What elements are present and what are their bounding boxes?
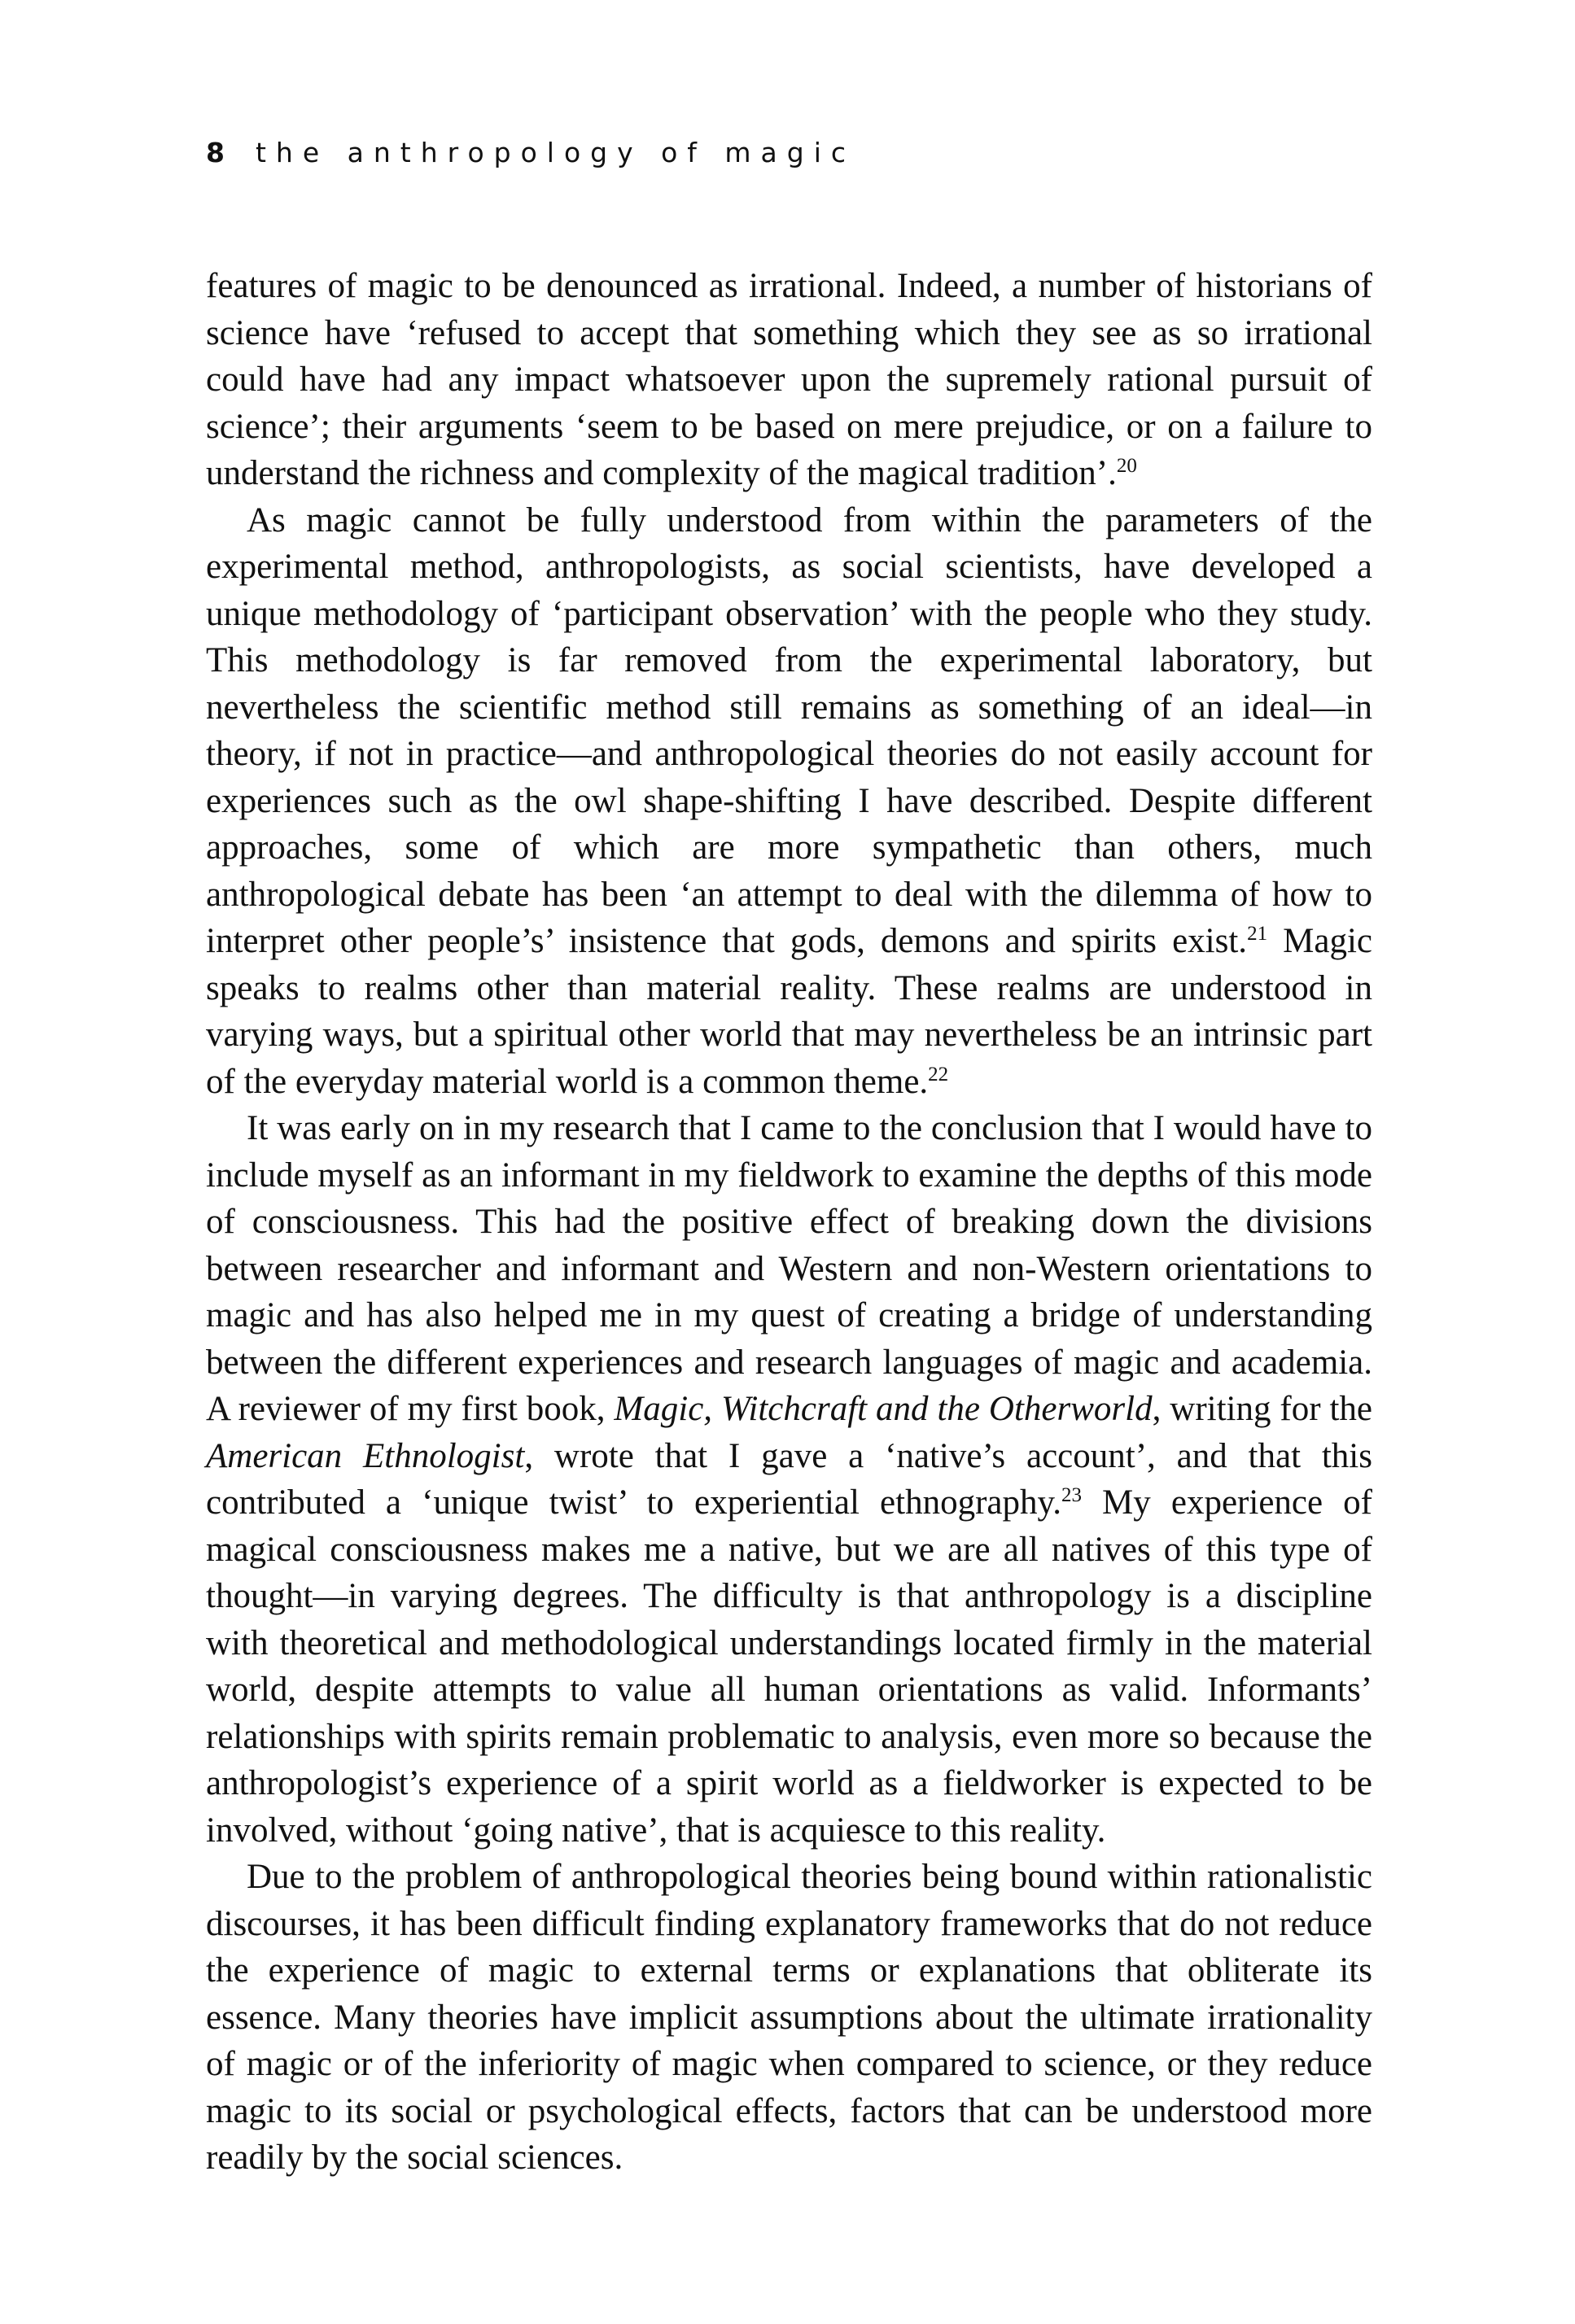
text-run: Magic speaks to realms other than material reality. These realms are understood in varying ways, but a spiritual other world that may nevertheless be an intrinsic part of the everyday material world is a common theme. (206, 922, 1372, 1101)
paragraph (206, 1854, 1372, 2182)
text-run: My experience of magical consciousness makes me a native, but we are all natives of this type of thought—in varying degrees. The difficulty is that anthropology is a discipline with theoretical and methodological understandings located firmly in the material world, despite attempts to value all human orientations as valid. Informants’ relationships with spirits remain problematic to analysis, even more so because the anthropologist’s experience of a spirit world as a fieldworker is expected to be involved, without ‘going native’, that is acquiesce to this reality. (206, 1483, 1372, 1850)
book-title: Magic, Witchcraft and the Otherworld (614, 1390, 1153, 1428)
page-number: 8 (206, 137, 225, 168)
footnote-ref: 22 (928, 1063, 949, 1086)
body-text (206, 263, 1372, 2182)
text-run: Due to the problem of anthropological theories being bound within rationalistic discourses, it has been difficult finding explanatory frameworks that do not reduce the experience of magic to external terms or explanations that obliterate its essence. Many theories have implicit assumptions about the ultimate irrationality of magic or of the inferiority of magic when compared to science, or they reduce magic to its social or psychological effects, factors that can be understood more readily by the social sciences. (206, 1858, 1372, 2177)
running-head (206, 130, 855, 176)
running-title: the anthropology of magic (255, 137, 856, 168)
paragraph (206, 1105, 1372, 1854)
paragraph (206, 497, 1372, 1106)
text-run: , wrote that I gave a ‘native’s account’, and that this contributed a ‘unique twist’ to experiential ethnography. (206, 1436, 1372, 1522)
journal-title: American Ethnologist (206, 1436, 525, 1475)
footnote-ref: 20 (1116, 455, 1137, 477)
footnote-ref: 21 (1247, 923, 1268, 945)
paragraph (206, 263, 1372, 497)
text-run: As magic cannot be fully understood from within the parameters of the experimental method, anthropologists, as social scientists, have developed a unique methodology of ‘participant observation’ with the people who they study. This methodology is far removed from the experimental laboratory, but nevertheless the scientific method still remains as something of an ideal—in theory, if not in practice—and anthropological theories do not easily account for experiences such as the owl shape-shifting I have described. Despite different approaches, some of which are more sympathetic than others, much anthropological debate has been ‘an attempt to deal with the dilemma of how to interpret other people’s’ insistence that gods, demons and spirits exist. (206, 500, 1372, 960)
text-run: It was early on in my research that I came to the conclusion that I would have to include myself as an informant in my fieldwork to examine the depths of this mode of consciousness. This had the positive effect of breaking down the divisions between researcher and informant and Western and non-Western orientations to magic and has also helped me in my quest of creating a bridge of understanding between the different experiences and research languages of magic and academia. A reviewer of my first book, (206, 1109, 1373, 1428)
text-run: features of magic to be denounced as irrational. Indeed, a number of historians of science have ‘refused to accept that something which they see as so irrational could have had any impact whatsoever upon the supremely rational pursuit of science’; their arguments ‘seem to be based on mere prejudice, or on a failure to understand the richness and complexity of the magical tradition’. (206, 267, 1372, 492)
text-run: , writing for the (1152, 1390, 1373, 1428)
footnote-ref: 23 (1061, 1484, 1082, 1506)
